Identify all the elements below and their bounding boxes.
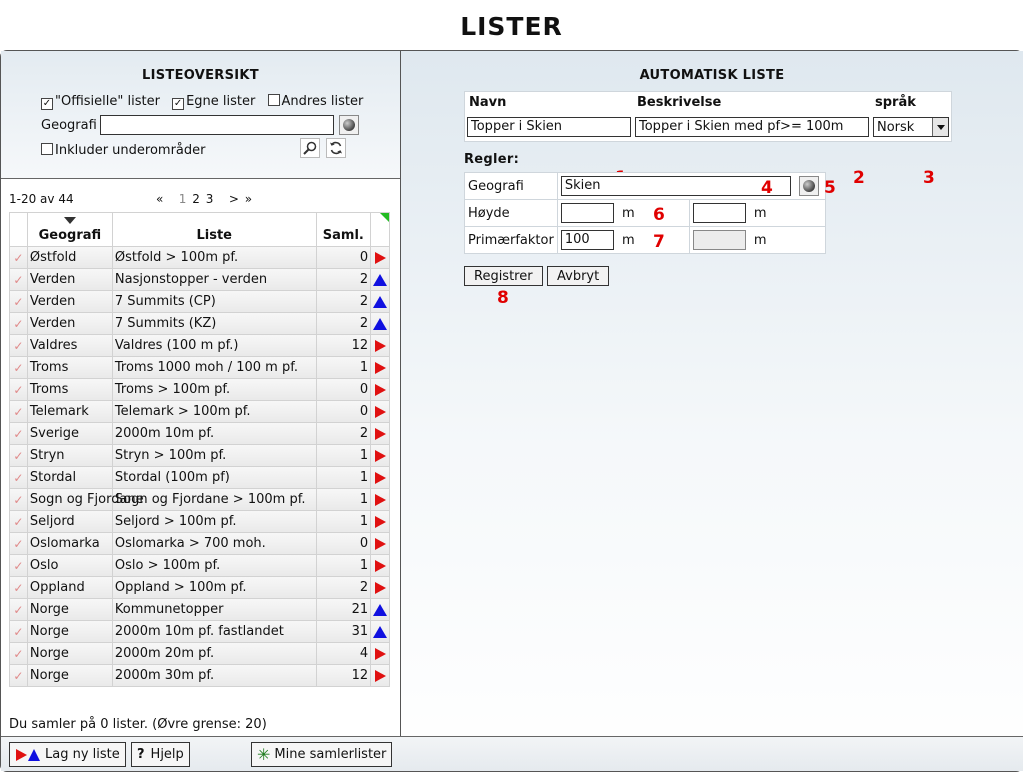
row-count: 1: [316, 511, 371, 533]
refresh-button[interactable]: [326, 138, 346, 158]
own-label: Egne lister: [186, 94, 256, 109]
row-check-icon[interactable]: ✓: [10, 555, 28, 577]
globe-button[interactable]: [339, 115, 359, 135]
table-row[interactable]: [10, 401, 390, 423]
row-list-name[interactable]: Troms 1000 moh / 100 m pf.: [112, 357, 316, 379]
row-check-icon[interactable]: ✓: [10, 467, 28, 489]
list-marks-icon: [15, 748, 41, 762]
marker-8: 8: [497, 288, 509, 308]
automatic-list-panel: [401, 51, 1023, 771]
red-arrow-icon[interactable]: [371, 445, 390, 467]
new-list-label: Lag ny liste: [45, 747, 120, 762]
row-count: 0: [316, 379, 371, 401]
description-input[interactable]: Topper i Skien med pf>= 100m: [635, 117, 869, 137]
red-arrow-icon[interactable]: [371, 555, 390, 577]
blue-triangle-icon[interactable]: [371, 621, 390, 643]
height-min-input[interactable]: [561, 203, 614, 223]
table-row[interactable]: [10, 357, 390, 379]
red-arrow-icon[interactable]: [371, 511, 390, 533]
row-geo: Seljord: [27, 511, 112, 533]
red-arrow-shape: [375, 384, 386, 396]
geo-header-label: Geografi: [38, 228, 102, 243]
current-page: 1: [178, 192, 188, 206]
chevron-down-icon: [932, 118, 948, 136]
own-checkbox[interactable]: ✓: [173, 98, 183, 109]
red-arrow-icon[interactable]: [371, 247, 390, 269]
table-row[interactable]: [10, 467, 390, 489]
row-geo: Valdres: [27, 335, 112, 357]
row-check-icon[interactable]: ✓: [10, 489, 28, 511]
table-row[interactable]: [10, 445, 390, 467]
row-geo: Sverige: [27, 423, 112, 445]
help-button[interactable]: [131, 742, 190, 767]
row-count: 1: [316, 555, 371, 577]
row-check-icon[interactable]: ✓: [10, 665, 28, 687]
row-list-name[interactable]: Oslomarka > 700 moh.: [112, 533, 316, 555]
prim-rule-label: Primærfaktor: [465, 227, 558, 254]
row-check-icon[interactable]: ✓: [10, 423, 28, 445]
row-list-name[interactable]: 7 Summits (KZ): [112, 313, 316, 335]
refresh-icon: [329, 141, 343, 155]
auto-list-title: AUTOMATISK LISTE: [639, 68, 785, 83]
table-row[interactable]: [10, 489, 390, 511]
prim-min-input[interactable]: 100: [561, 230, 614, 250]
row-count: 1: [316, 467, 371, 489]
row-geo: Telemark: [27, 401, 112, 423]
help-label: Hjelp: [150, 747, 184, 762]
red-arrow-shape: [375, 538, 386, 550]
row-count: 12: [316, 335, 371, 357]
corner-flag-icon: [380, 213, 389, 222]
row-check-icon[interactable]: ✓: [10, 621, 28, 643]
row-check-icon[interactable]: ✓: [10, 533, 28, 555]
table-row[interactable]: [10, 335, 390, 357]
filter-checkboxes: [41, 94, 363, 110]
row-check-icon[interactable]: ✓: [10, 577, 28, 599]
include-sub-row: [41, 143, 206, 158]
row-geo: Oslo: [27, 555, 112, 577]
result-count: 1-20 av 44: [9, 192, 74, 206]
row-check-icon[interactable]: ✓: [10, 269, 28, 291]
red-arrow-shape: [375, 406, 386, 418]
table-row[interactable]: [10, 533, 390, 555]
table-row[interactable]: [10, 423, 390, 445]
row-check-icon[interactable]: ✓: [10, 357, 28, 379]
table-row[interactable]: [10, 313, 390, 335]
mark-column-header: [371, 213, 390, 247]
table-row[interactable]: [10, 511, 390, 533]
row-geo: Stordal: [27, 467, 112, 489]
row-count: 21: [316, 599, 371, 621]
row-geo: Norge: [27, 643, 112, 665]
blue-triangle-shape: [373, 318, 387, 330]
row-check-icon[interactable]: ✓: [10, 599, 28, 621]
red-arrow-shape: [375, 582, 386, 594]
row-count: 4: [316, 643, 371, 665]
row-list-name[interactable]: Kommunetopper: [112, 599, 316, 621]
row-geo: Verden: [27, 291, 112, 313]
row-geo: Oppland: [27, 577, 112, 599]
blue-triangle-shape: [373, 604, 387, 616]
row-check-icon[interactable]: ✓: [10, 313, 28, 335]
globe-icon: [803, 180, 815, 192]
row-list-name[interactable]: 2000m 10m pf.: [112, 423, 316, 445]
row-list-name[interactable]: Oslo > 100m pf.: [112, 555, 316, 577]
blue-triangle-icon[interactable]: [371, 291, 390, 313]
height-rule-label: Høyde: [465, 200, 558, 227]
row-geo: Troms: [27, 379, 112, 401]
red-arrow-shape: [375, 340, 386, 352]
my-lists-button[interactable]: [251, 742, 392, 767]
table-row[interactable]: [10, 643, 390, 665]
blue-triangle-shape: [373, 626, 387, 638]
language-select[interactable]: [873, 117, 949, 137]
marker-6: 6: [653, 205, 665, 225]
search-button[interactable]: [300, 138, 320, 158]
row-geo: Troms: [27, 357, 112, 379]
desc-label: Beskrivelse: [637, 95, 722, 111]
official-label: "Offisielle" lister: [55, 94, 160, 109]
table-row[interactable]: [10, 621, 390, 643]
row-count: 1: [316, 489, 371, 511]
blue-triangle-shape: [373, 274, 387, 286]
row-list-name[interactable]: Oppland > 100m pf.: [112, 577, 316, 599]
row-geo: Østfold: [27, 247, 112, 269]
row-geo: Oslomarka: [27, 533, 112, 555]
red-arrow-shape: [375, 516, 386, 528]
red-arrow-shape: [375, 450, 386, 462]
row-geo: Norge: [27, 621, 112, 643]
blue-triangle-icon[interactable]: [371, 313, 390, 335]
lang-label: språk: [875, 95, 916, 111]
row-geo: Norge: [27, 599, 112, 621]
table-row[interactable]: [10, 665, 390, 687]
red-arrow-icon[interactable]: [371, 467, 390, 489]
new-list-button[interactable]: [9, 742, 126, 767]
red-arrow-shape: [375, 428, 386, 440]
prim-max-unit: m: [753, 232, 767, 248]
marker-7: 7: [653, 232, 665, 252]
prim-min-unit: m: [621, 232, 635, 248]
blue-triangle-shape: [373, 296, 387, 308]
name-input[interactable]: Topper i Skien: [467, 117, 631, 137]
globe-icon: [343, 119, 355, 131]
geo-rule-input[interactable]: Skien: [561, 176, 791, 196]
page-2-link[interactable]: 2: [192, 192, 201, 206]
row-geo: Verden: [27, 313, 112, 335]
red-arrow-shape: [375, 670, 386, 682]
table-row[interactable]: [10, 379, 390, 401]
row-geo: Norge: [27, 665, 112, 687]
page-title: LISTER: [460, 12, 563, 41]
row-count: 2: [316, 269, 371, 291]
bottom-toolbar: [1, 736, 1023, 771]
prim-max-input: [693, 230, 746, 250]
row-check-icon[interactable]: ✓: [10, 401, 28, 423]
marker-2: 2: [853, 168, 865, 188]
red-arrow-shape: [375, 494, 386, 506]
list-overview-panel: [1, 51, 401, 771]
red-arrow-icon[interactable]: [371, 533, 390, 555]
geo-column-header[interactable]: [27, 213, 112, 247]
row-count: 31: [316, 621, 371, 643]
help-icon: ?: [137, 747, 145, 762]
geo-filter-input[interactable]: [100, 115, 334, 135]
others-label: Andres lister: [281, 94, 364, 109]
row-count: 2: [316, 423, 371, 445]
count-column-header[interactable]: [316, 213, 371, 247]
first-page-link[interactable]: «: [156, 192, 165, 206]
page-3-link[interactable]: 3: [205, 192, 215, 206]
row-list-name[interactable]: Valdres (100 m pf.): [112, 335, 316, 357]
row-count: 2: [316, 313, 371, 335]
red-arrow-shape: [375, 560, 386, 572]
red-arrow-icon[interactable]: [371, 379, 390, 401]
red-arrow-icon[interactable]: [371, 335, 390, 357]
language-value: Norsk: [877, 119, 915, 135]
red-arrow-icon[interactable]: [371, 577, 390, 599]
red-arrow-icon[interactable]: [371, 489, 390, 511]
row-check-icon[interactable]: ✓: [10, 335, 28, 357]
lists-table-body: [10, 247, 390, 687]
row-geo: Stryn: [27, 445, 112, 467]
row-list-name[interactable]: Østfold > 100m pf.: [112, 247, 316, 269]
height-max-input[interactable]: [693, 203, 746, 223]
next-page-link[interactable]: > »: [228, 192, 254, 206]
row-list-name[interactable]: 7 Summits (CP): [112, 291, 316, 313]
list-header-label: Liste: [196, 228, 232, 243]
overview-title: LISTEOVERSIKT: [142, 68, 259, 83]
red-arrow-icon[interactable]: [371, 357, 390, 379]
row-count: 0: [316, 533, 371, 555]
page-nav: [156, 192, 253, 206]
rules-label: Regler:: [464, 152, 520, 167]
red-arrow-shape: [375, 472, 386, 484]
row-count: 12: [316, 665, 371, 687]
table-row[interactable]: [10, 555, 390, 577]
row-list-name[interactable]: Nasjonstopper - verden: [112, 269, 316, 291]
row-count: 2: [316, 577, 371, 599]
row-list-name[interactable]: Sogn og Fjordane > 100m pf.: [112, 489, 316, 511]
row-count: 1: [316, 445, 371, 467]
table-row[interactable]: [10, 577, 390, 599]
table-row[interactable]: [10, 599, 390, 621]
red-arrow-icon[interactable]: [371, 643, 390, 665]
others-checkbox[interactable]: [268, 94, 280, 106]
marker-5: 5: [824, 178, 836, 198]
cancel-button[interactable]: Avbryt: [547, 266, 609, 286]
include-sub-label: Inkluder underområder: [55, 143, 206, 158]
blue-triangle-icon[interactable]: [371, 269, 390, 291]
list-column-header[interactable]: [112, 213, 316, 247]
row-check-icon[interactable]: ✓: [10, 511, 28, 533]
count-header-label: Saml.: [322, 228, 364, 243]
geo-filter-label: Geografi: [41, 118, 97, 133]
include-sub-checkbox[interactable]: [41, 143, 53, 155]
table-header-row: [10, 213, 390, 247]
row-count: 2: [316, 291, 371, 313]
my-lists-label: Mine samlerlister: [274, 747, 387, 762]
row-check-icon[interactable]: ✓: [10, 291, 28, 313]
red-arrow-shape: [375, 252, 386, 264]
magnifier-icon: [303, 141, 317, 155]
register-button[interactable]: Registrer: [464, 266, 543, 286]
asterisk-icon: ✳: [257, 745, 271, 764]
row-geo: Verden: [27, 269, 112, 291]
row-list-name[interactable]: Stryn > 100m pf.: [112, 445, 316, 467]
sort-down-icon: [64, 217, 76, 224]
row-list-name[interactable]: 2000m 10m pf. fastlandet: [112, 621, 316, 643]
check-column-header: [10, 213, 28, 247]
marker-4: 4: [761, 178, 773, 198]
row-check-icon[interactable]: ✓: [10, 247, 28, 269]
row-count: 0: [316, 401, 371, 423]
official-checkbox[interactable]: ✓: [42, 98, 52, 109]
collection-summary: Du samler på 0 lister. (Øvre grense: 20): [9, 717, 267, 732]
table-row[interactable]: [10, 247, 390, 269]
name-label: Navn: [469, 95, 507, 111]
row-check-icon[interactable]: ✓: [10, 379, 28, 401]
row-list-name[interactable]: Telemark > 100m pf.: [112, 401, 316, 423]
list-meta-form: [464, 91, 952, 142]
red-arrow-icon[interactable]: [371, 401, 390, 423]
red-arrow-icon[interactable]: [371, 665, 390, 687]
row-geo: Sogn og Fjordane: [27, 489, 112, 511]
red-arrow-shape: [375, 648, 386, 660]
geo-rule-globe-button[interactable]: [799, 176, 819, 196]
main-frame: [0, 50, 1023, 772]
filter-area: [1, 51, 400, 179]
height-min-unit: m: [621, 205, 635, 221]
row-list-name[interactable]: Seljord > 100m pf.: [112, 511, 316, 533]
blue-triangle-icon[interactable]: [371, 599, 390, 621]
red-arrow-shape: [375, 362, 386, 374]
row-list-name[interactable]: 2000m 20m pf.: [112, 643, 316, 665]
row-list-name[interactable]: 2000m 30m pf.: [112, 665, 316, 687]
height-max-unit: m: [753, 205, 767, 221]
row-check-icon[interactable]: ✓: [10, 643, 28, 665]
lists-table: [9, 212, 390, 687]
red-arrow-icon[interactable]: [371, 423, 390, 445]
row-count: 1: [316, 357, 371, 379]
row-list-name[interactable]: Troms > 100m pf.: [112, 379, 316, 401]
geo-rule-label: Geografi: [465, 173, 558, 200]
row-check-icon[interactable]: ✓: [10, 445, 28, 467]
row-count: 0: [316, 247, 371, 269]
marker-3: 3: [923, 168, 935, 188]
row-list-name[interactable]: Stordal (100m pf): [112, 467, 316, 489]
table-row[interactable]: [10, 291, 390, 313]
table-row[interactable]: [10, 269, 390, 291]
